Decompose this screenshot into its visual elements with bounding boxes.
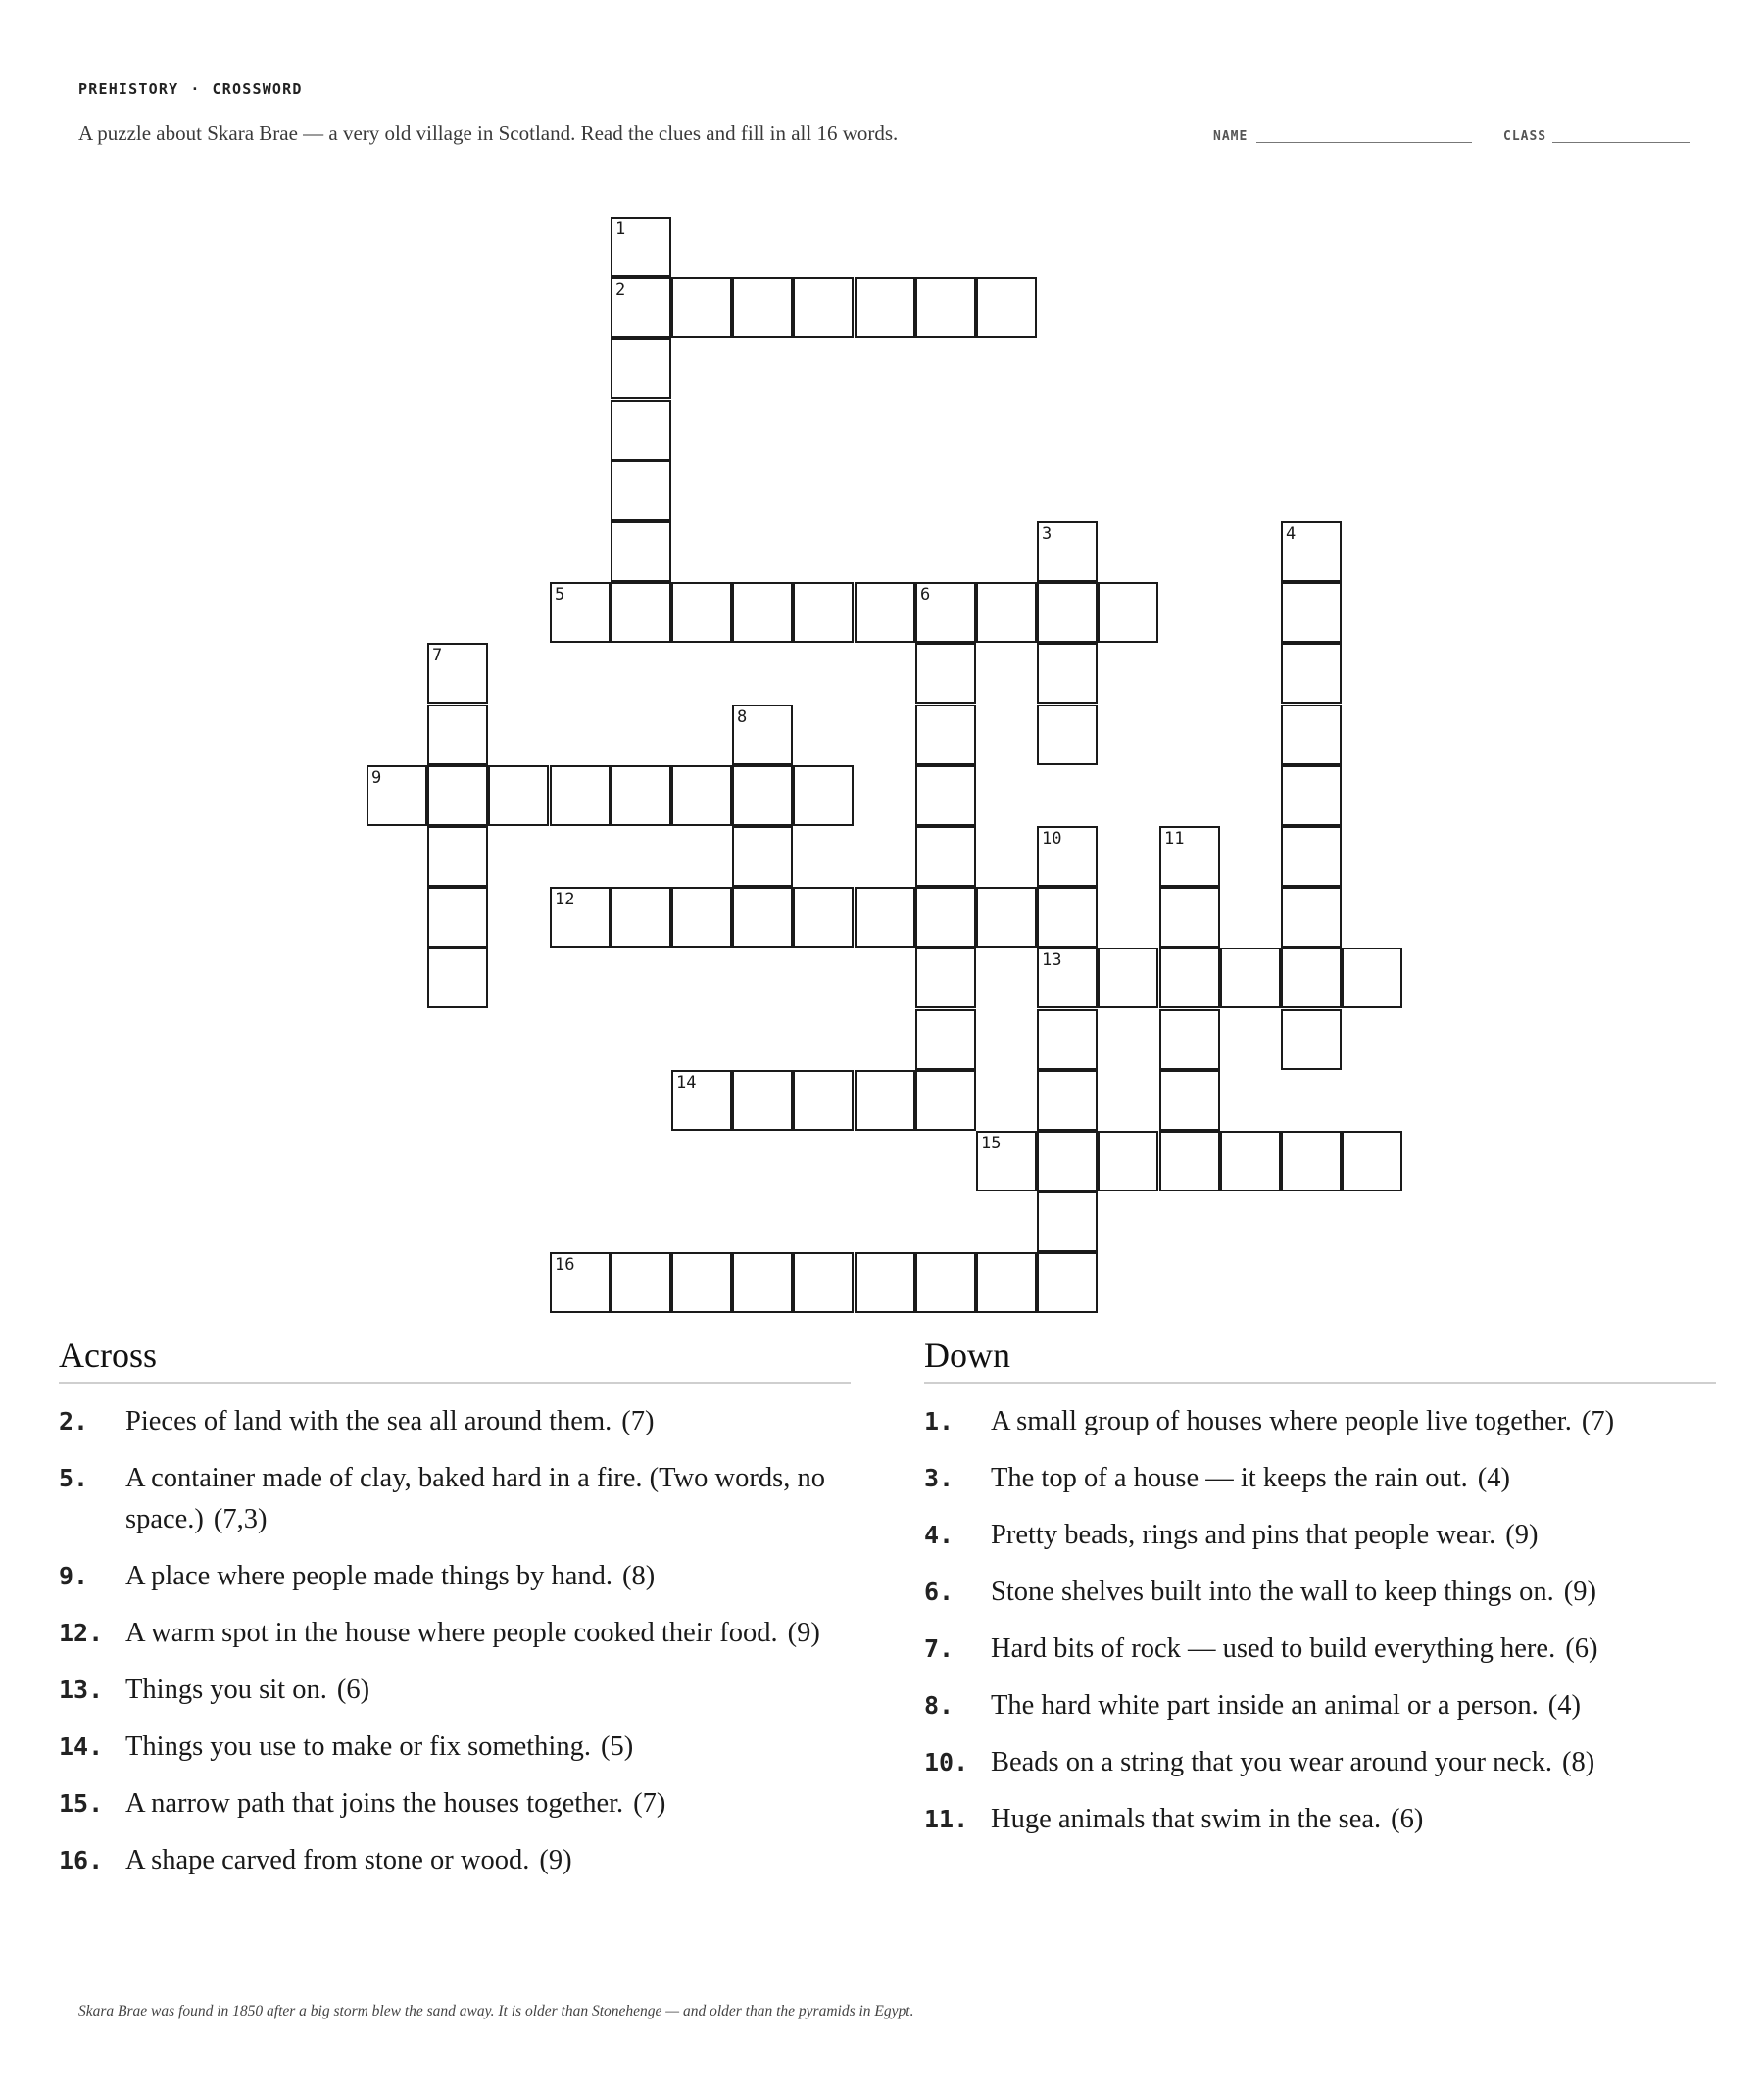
down-clues <box>924 1335 1716 1856</box>
grid-cell[interactable] <box>550 765 611 826</box>
grid-cell[interactable] <box>915 643 976 704</box>
down-clue <box>924 1799 1716 1840</box>
answer-length: (7) <box>1581 1406 1615 1436</box>
clue-text: A shape carved from stone or wood. <box>125 1845 530 1875</box>
grid-cell[interactable] <box>855 1252 915 1313</box>
grid-cell[interactable] <box>611 277 671 338</box>
clue-number: 14 <box>676 1073 697 1093</box>
grid-cell[interactable] <box>915 826 976 887</box>
grid-cell[interactable] <box>427 948 488 1008</box>
clue-text: The hard white part inside an animal or a person. <box>991 1690 1539 1721</box>
name-field-line[interactable] <box>1256 142 1472 143</box>
answer-length: (8) <box>1562 1747 1595 1777</box>
grid-cell[interactable] <box>1281 1009 1342 1070</box>
grid-cell[interactable] <box>1281 643 1342 704</box>
clue-number: 8. <box>924 1691 955 1720</box>
across-clue <box>59 1726 851 1768</box>
grid-cell[interactable] <box>855 1070 915 1131</box>
clue-number: 1 <box>615 219 626 239</box>
clue-number: 16 <box>555 1255 575 1275</box>
grid-cell[interactable] <box>1159 1070 1220 1131</box>
down-clue <box>924 1629 1716 1670</box>
answer-length: (8) <box>622 1561 656 1591</box>
answer-length: (9) <box>787 1618 820 1648</box>
grid-cell[interactable] <box>732 705 793 765</box>
clue-number: 6. <box>924 1578 955 1606</box>
grid-cell[interactable] <box>915 765 976 826</box>
grid-cell[interactable] <box>793 277 854 338</box>
across-clue <box>59 1840 851 1881</box>
grid-cell[interactable] <box>1098 948 1158 1008</box>
across-clue <box>59 1613 851 1654</box>
grid-cell[interactable] <box>550 887 611 948</box>
clue-number: 10 <box>1042 829 1062 849</box>
clue-number: 13. <box>59 1676 104 1704</box>
answer-length: (5) <box>600 1731 634 1762</box>
answer-length: (7,3) <box>213 1504 268 1534</box>
grid-cell[interactable] <box>1037 1070 1098 1131</box>
grid-cell[interactable] <box>1220 948 1281 1008</box>
clue-number: 1. <box>924 1407 955 1435</box>
grid-cell[interactable] <box>1037 705 1098 765</box>
clue-text: Hard bits of rock — used to build everything here. <box>991 1633 1556 1664</box>
worksheet-kind: CROSSWORD <box>212 80 303 98</box>
clue-number: 5 <box>555 585 565 605</box>
clue-number: 14. <box>59 1732 104 1761</box>
grid-cell[interactable] <box>855 582 915 643</box>
grid-cell[interactable] <box>915 948 976 1008</box>
grid-cell[interactable] <box>732 1252 793 1313</box>
grid-cell[interactable] <box>427 765 488 826</box>
grid-cell[interactable] <box>1037 887 1098 948</box>
grid-cell[interactable] <box>1037 1191 1098 1252</box>
class-field-line[interactable] <box>1552 142 1690 143</box>
grid-cell[interactable] <box>793 765 854 826</box>
grid-cell[interactable] <box>611 1252 671 1313</box>
grid-cell[interactable] <box>550 1252 611 1313</box>
down-clue <box>924 1742 1716 1783</box>
clue-number: 3 <box>1042 524 1053 544</box>
grid-cell[interactable] <box>671 1252 732 1313</box>
clue-number: 2 <box>615 280 626 300</box>
grid-cell[interactable] <box>915 1070 976 1131</box>
clue-number: 15. <box>59 1789 104 1818</box>
grid-cell[interactable] <box>427 705 488 765</box>
down-heading: Down <box>924 1335 1716 1384</box>
intro-text: A puzzle about Skara Brae — a very old village in Scotland. Read the clues and fill in all 16 words. <box>78 122 899 145</box>
grid-cell[interactable] <box>611 582 671 643</box>
grid-cell[interactable] <box>1037 948 1098 1008</box>
across-clues <box>59 1335 851 1897</box>
answer-length: (9) <box>1505 1520 1539 1550</box>
clue-text: A place where people made things by hand. <box>125 1561 613 1591</box>
across-clue <box>59 1783 851 1824</box>
clue-text: Things you use to make or fix something. <box>125 1731 591 1762</box>
grid-cell[interactable] <box>1281 765 1342 826</box>
grid-cell[interactable] <box>1159 1009 1220 1070</box>
down-clue <box>924 1685 1716 1726</box>
grid-cell[interactable] <box>1037 1131 1098 1191</box>
answer-length: (4) <box>1477 1463 1510 1493</box>
grid-cell[interactable] <box>1159 887 1220 948</box>
clue-text: Beads on a string that you wear around your neck. <box>991 1747 1553 1777</box>
down-clue <box>924 1458 1716 1499</box>
grid-cell[interactable] <box>1159 826 1220 887</box>
clue-text: A warm spot in the house where people cooked their food. <box>125 1618 778 1648</box>
grid-cell[interactable] <box>1037 1252 1098 1313</box>
grid-cell[interactable] <box>732 277 793 338</box>
grid-cell[interactable] <box>611 217 671 277</box>
clue-number: 16. <box>59 1846 104 1874</box>
grid-cell[interactable] <box>1037 521 1098 582</box>
answer-length: (7) <box>633 1788 666 1819</box>
clue-number: 5. <box>59 1464 89 1492</box>
grid-cell[interactable] <box>1281 948 1342 1008</box>
clue-number: 9. <box>59 1562 89 1590</box>
answer-length: (9) <box>1563 1577 1596 1607</box>
grid-cell[interactable] <box>611 521 671 582</box>
grid-cell[interactable] <box>855 887 915 948</box>
across-clue <box>59 1556 851 1597</box>
grid-cell[interactable] <box>1281 521 1342 582</box>
clue-number: 7 <box>432 646 443 665</box>
grid-cell[interactable] <box>732 765 793 826</box>
grid-cell[interactable] <box>1281 705 1342 765</box>
grid-cell[interactable] <box>427 826 488 887</box>
worksheet-eyebrow <box>78 80 303 98</box>
clue-text: A narrow path that joins the houses together. <box>125 1788 624 1819</box>
grid-cell[interactable] <box>915 705 976 765</box>
clue-number: 15 <box>981 1134 1002 1153</box>
clue-number: 13 <box>1042 950 1062 970</box>
clue-number: 9 <box>371 768 382 788</box>
grid-cell[interactable] <box>1098 1131 1158 1191</box>
grid-cell[interactable] <box>732 887 793 948</box>
clue-text: Pretty beads, rings and pins that people wear. <box>991 1520 1496 1550</box>
down-clue-list <box>924 1401 1716 1840</box>
grid-cell[interactable] <box>915 887 976 948</box>
grid-cell[interactable] <box>671 765 732 826</box>
grid-cell[interactable] <box>915 582 976 643</box>
grid-cell[interactable] <box>611 400 671 461</box>
grid-cell[interactable] <box>1037 1009 1098 1070</box>
grid-cell[interactable] <box>488 765 549 826</box>
grid-cell[interactable] <box>1281 582 1342 643</box>
grid-cell[interactable] <box>611 887 671 948</box>
grid-cell[interactable] <box>732 582 793 643</box>
grid-cell[interactable] <box>732 826 793 887</box>
clue-number: 8 <box>737 707 748 727</box>
clue-number: 7. <box>924 1634 955 1663</box>
footnote: Skara Brae was found in 1850 after a big storm blew the sand away. It is older than Stonehenge — and older than the pyramids in Egypt. <box>78 2003 914 2019</box>
clue-number: 2. <box>59 1407 89 1435</box>
grid-cell[interactable] <box>427 887 488 948</box>
grid-cell[interactable] <box>976 277 1037 338</box>
clue-number: 4 <box>1286 524 1297 544</box>
grid-cell[interactable] <box>976 1131 1037 1191</box>
clue-text: The top of a house — it keeps the rain out. <box>991 1463 1468 1493</box>
grid-cell[interactable] <box>611 765 671 826</box>
clue-number: 12. <box>59 1619 104 1647</box>
grid-cell[interactable] <box>1281 826 1342 887</box>
clue-number: 11 <box>1164 829 1185 849</box>
across-clue <box>59 1458 851 1540</box>
answer-length: (7) <box>621 1406 655 1436</box>
clue-text: Stone shelves built into the wall to keep things on. <box>991 1577 1554 1607</box>
across-clue-list <box>59 1401 851 1881</box>
clue-text: Things you sit on. <box>125 1675 327 1705</box>
answer-length: (6) <box>1391 1804 1424 1834</box>
grid-cell[interactable] <box>1159 1131 1220 1191</box>
grid-cell[interactable] <box>367 765 427 826</box>
grid-cell[interactable] <box>793 1070 854 1131</box>
grid-cell[interactable] <box>976 1252 1037 1313</box>
grid-cell[interactable] <box>1037 643 1098 704</box>
grid-cell[interactable] <box>671 1070 732 1131</box>
down-clue <box>924 1401 1716 1442</box>
grid-cell[interactable] <box>550 582 611 643</box>
answer-length: (9) <box>539 1845 572 1875</box>
clue-number: 12 <box>555 890 575 909</box>
grid-cell[interactable] <box>671 277 732 338</box>
grid-cell[interactable] <box>855 277 915 338</box>
grid-cell[interactable] <box>1342 948 1402 1008</box>
grid-cell[interactable] <box>793 582 854 643</box>
grid-cell[interactable] <box>1037 826 1098 887</box>
clue-number: 10. <box>924 1748 969 1776</box>
clue-number: 4. <box>924 1521 955 1549</box>
grid-cell[interactable] <box>611 461 671 521</box>
grid-cell[interactable] <box>1281 887 1342 948</box>
grid-cell[interactable] <box>976 582 1037 643</box>
answer-length: (4) <box>1547 1690 1581 1721</box>
grid-cell[interactable] <box>1220 1131 1281 1191</box>
grid-cell[interactable] <box>915 1009 976 1070</box>
across-heading: Across <box>59 1335 851 1384</box>
grid-cell[interactable] <box>1281 1131 1342 1191</box>
down-clue <box>924 1572 1716 1613</box>
grid-cell[interactable] <box>793 1252 854 1313</box>
grid-cell[interactable] <box>1098 582 1158 643</box>
grid-cell[interactable] <box>1342 1131 1402 1191</box>
clue-text: Huge animals that swim in the sea. <box>991 1804 1382 1834</box>
clue-text: A small group of houses where people live together. <box>991 1406 1572 1436</box>
clue-number: 3. <box>924 1464 955 1492</box>
subject-label: PREHISTORY <box>78 80 179 98</box>
class-label: CLASS <box>1503 129 1547 144</box>
grid-cell[interactable] <box>732 1070 793 1131</box>
grid-cell[interactable] <box>1159 948 1220 1008</box>
clue-text: Pieces of land with the sea all around them. <box>125 1406 612 1436</box>
clue-number: 11. <box>924 1805 969 1833</box>
grid-cell[interactable] <box>427 643 488 704</box>
grid-cell[interactable] <box>611 338 671 399</box>
across-clue <box>59 1670 851 1711</box>
grid-cell[interactable] <box>976 887 1037 948</box>
grid-cell[interactable] <box>1037 582 1098 643</box>
grid-cell[interactable] <box>671 582 732 643</box>
grid-cell[interactable] <box>915 1252 976 1313</box>
down-clue <box>924 1515 1716 1556</box>
answer-length: (6) <box>336 1675 370 1705</box>
grid-cell[interactable] <box>915 277 976 338</box>
grid-cell[interactable] <box>793 887 854 948</box>
clue-number: 6 <box>920 585 931 605</box>
eyebrow-separator: · <box>190 80 201 98</box>
clue-text: A container made of clay, baked hard in a fire. (Two words, no space.) <box>125 1463 825 1534</box>
name-label: NAME <box>1213 129 1249 144</box>
grid-cell[interactable] <box>671 887 732 948</box>
answer-length: (6) <box>1565 1633 1598 1664</box>
across-clue <box>59 1401 851 1442</box>
